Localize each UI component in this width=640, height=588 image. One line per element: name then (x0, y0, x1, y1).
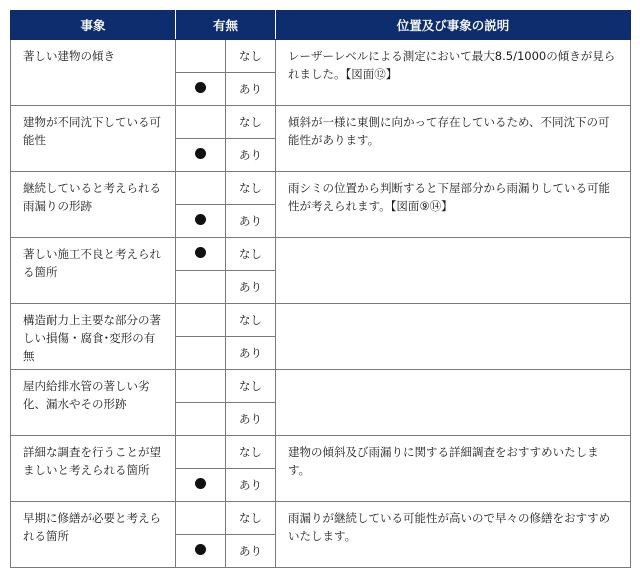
item-label: 継続していると考えられる雨漏りの形跡 (11, 172, 176, 238)
table-row (11, 106, 631, 139)
option-present-label: あり (226, 403, 276, 436)
mark-cell-none[interactable] (176, 106, 226, 139)
item-label: 著しい施工不良と考えられる箇所 (11, 238, 176, 304)
selected-dot-icon (195, 247, 206, 258)
mark-cell-none[interactable] (176, 172, 226, 205)
selected-dot-icon (195, 544, 206, 555)
table-row (11, 502, 631, 535)
item-label: 構造耐力上主要な部分の著しい損傷・腐食･変形の有無 (11, 304, 176, 370)
table-header-row (11, 11, 631, 40)
header-description: 位置及び事象の説明 (276, 11, 631, 40)
header-item: 事象 (11, 11, 176, 40)
option-present-label: あり (226, 205, 276, 238)
item-label: 建物が不同沈下している可能性 (11, 106, 176, 172)
table-row (11, 40, 631, 73)
header-presence: 有無 (176, 11, 276, 40)
description-text (276, 370, 631, 436)
mark-cell-present[interactable] (176, 139, 226, 172)
mark-cell-none[interactable] (176, 502, 226, 535)
option-none-label: なし (226, 502, 276, 535)
item-label: 早期に修繕が必要と考えられる箇所 (11, 502, 176, 568)
mark-cell-none[interactable] (176, 40, 226, 73)
mark-cell-none[interactable] (176, 436, 226, 469)
item-label: 著しい建物の傾き (11, 40, 176, 106)
mark-cell-present[interactable] (176, 337, 226, 370)
table-row (11, 238, 631, 271)
description-text: 雨シミの位置から判断すると下屋部分から雨漏りしている可能性が考えられます。【図面⑨⑭】 (276, 172, 631, 238)
mark-cell-present[interactable] (176, 535, 226, 568)
description-text: 傾斜が一様に東側に向かって存在しているため、不同沈下の可能性があります。 (276, 106, 631, 172)
mark-cell-present[interactable] (176, 205, 226, 238)
option-none-label: なし (226, 304, 276, 337)
mark-cell-none[interactable] (176, 370, 226, 403)
option-present-label: あり (226, 535, 276, 568)
mark-cell-present[interactable] (176, 403, 226, 436)
mark-cell-present[interactable] (176, 469, 226, 502)
description-text (276, 304, 631, 370)
item-label: 詳細な調査を行うことが望ましいと考えられる箇所 (11, 436, 176, 502)
option-none-label: なし (226, 238, 276, 271)
selected-dot-icon (195, 478, 206, 489)
selected-dot-icon (195, 214, 206, 225)
option-none-label: なし (226, 436, 276, 469)
option-none-label: なし (226, 370, 276, 403)
description-text: 建物の傾斜及び雨漏りに関する詳細調査をおすすめいたします。 (276, 436, 631, 502)
mark-cell-present[interactable] (176, 271, 226, 304)
selected-dot-icon (195, 148, 206, 159)
table-row (11, 436, 631, 469)
option-present-label: あり (226, 73, 276, 106)
item-label: 屋内給排水管の著しい劣化、漏水やその形跡 (11, 370, 176, 436)
mark-cell-none[interactable] (176, 238, 226, 271)
description-text: 雨漏りが継続している可能性が高いので早々の修繕をおすすめいたします。 (276, 502, 631, 568)
option-present-label: あり (226, 139, 276, 172)
option-none-label: なし (226, 106, 276, 139)
table-body (11, 40, 631, 568)
table-row (11, 172, 631, 205)
option-present-label: あり (226, 271, 276, 304)
option-present-label: あり (226, 337, 276, 370)
table-row (11, 304, 631, 337)
option-none-label: なし (226, 40, 276, 73)
inspection-table-container (10, 10, 630, 568)
description-text (276, 238, 631, 304)
mark-cell-present[interactable] (176, 73, 226, 106)
option-none-label: なし (226, 172, 276, 205)
option-present-label: あり (226, 469, 276, 502)
description-text: レーザーレベルによる測定において最大8.5/1000の傾きが見られました。【図面⑫】 (276, 40, 631, 106)
selected-dot-icon (195, 82, 206, 93)
table-row (11, 370, 631, 403)
mark-cell-none[interactable] (176, 304, 226, 337)
inspection-table (10, 10, 631, 568)
